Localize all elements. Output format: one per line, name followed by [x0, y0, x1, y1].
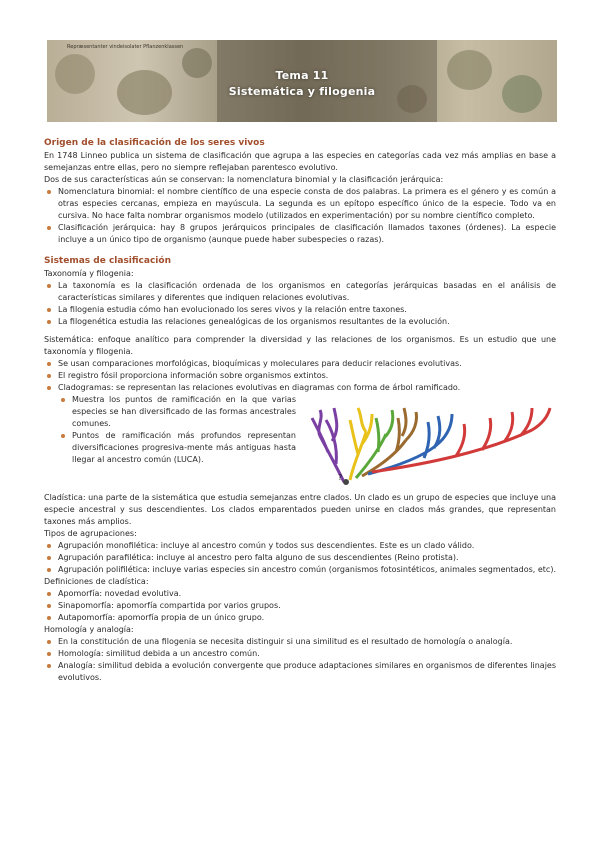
paragraph: En 1748 Linneo publica un sistema de clasificación que agrupa a las especies en categorías cada vez más amplias en base a semejanzas entre ellas, pero no siempre reflejaban parentesco evolutivo.	[44, 151, 556, 172]
list-item: Agrupación monofilética: incluye al ancestro común y todos sus descendientes. Este es un clado válido.	[44, 540, 556, 552]
tree-branch-yellow	[350, 408, 372, 480]
list-item: Analogía: similitud debida a evolución convergente que produce adaptaciones similares en organismos de diferentes linajes evolutivos.	[44, 660, 556, 684]
section-heading: Origen de la clasificación de los seres vivos	[44, 138, 265, 148]
list-item: Clasificación jerárquica: hay 8 grupos jerárquicos principales de clasificación llamados taxones (órdenes). La especie incluye a un único tipo de organismo (aunque puede haber subespecies o razas).	[44, 222, 556, 246]
ancestor-node	[343, 479, 349, 485]
bullet-list	[44, 636, 556, 684]
list-item: La filogenia estudia cómo han evolucionado los seres vivos y la relación entre taxones.	[44, 304, 556, 316]
bullet-list	[44, 588, 556, 624]
list-item: El registro fósil proporciona información sobre organismos extintos.	[44, 370, 556, 382]
list-item: En la constitución de una filogenia se necesita distinguir si una similitud es el resultado de homología o analogía.	[44, 636, 556, 648]
list-item: Cladogramas: se representan las relaciones evolutivas en diagramas con forma de árbol ramificado.	[44, 382, 556, 394]
page-title	[47, 68, 557, 100]
paragraph: Sistemática: enfoque analítico para comprender la diversidad y las relaciones de los organismos. Es un estudio que une taxonomía y filogenia.	[44, 335, 556, 356]
list-item: Puntos de ramificación más profundos representan diversificaciones progresiva-mente más antiguas hasta llegar al ancestro común (LUCA).	[44, 430, 296, 466]
ancestor-question-mark: ?	[338, 473, 343, 482]
list-item: Apomorfía: novedad evolutiva.	[44, 588, 556, 600]
list-item: Se usan comparaciones morfológicas, bioquímicas y moleculares para deducir relaciones evolutivas.	[44, 358, 556, 370]
subheading: Definiciones de cladística:	[44, 577, 149, 586]
paragraph: Dos de sus características aún se conservan: la nomenclatura binomial y la clasificación jerárquica:	[44, 175, 444, 184]
subheading: Homología y analogía:	[44, 625, 134, 634]
list-item: Nomenclatura binomial: el nombre científico de una especie consta de dos palabras. La primera es el género y es común a otras especies cercanas, empieza en mayúscula. La segunda es un epítopo específico único de la especie. Todo va en cursiva. No hace falta nombrar organismos modelo (utilizados en experimentación) por su nombre científico completo.	[44, 186, 556, 222]
sub-bullet-list	[44, 394, 296, 466]
subheading: Tipos de agrupaciones:	[44, 529, 137, 538]
list-item: Agrupación parafilética: incluye al ancestro pero falta alguno de sus descendientes (Reino protista).	[44, 552, 556, 564]
list-item: La filogenética estudia las relaciones genealógicas de los organismos resultantes de la evolución.	[44, 316, 556, 328]
list-item: La taxonomía es la clasificación ordenada de los organismos en categorías jerárquicas basadas en el análisis de características similares y diferentes que indiquen relaciones evolutivas.	[44, 280, 556, 304]
title-line-1: Tema 11	[275, 69, 329, 82]
bullet-list	[44, 358, 556, 394]
list-item: Sinapomorfía: apomorfía compartida por varios grupos.	[44, 600, 556, 612]
section-heading: Sistemas de clasificación	[44, 256, 171, 266]
bullet-list	[44, 280, 556, 328]
subheading: Taxonomía y filogenia:	[44, 269, 134, 278]
title-line-2: Sistemática y filogenia	[228, 85, 376, 98]
list-item: Agrupación polifilética: incluye varias especies sin ancestro común (organismos fotosintéticos, animales segmentados, etc).	[44, 564, 556, 576]
paragraph: Cladística: una parte de la sistemática que estudia semejanzas entre clados. Un clado es un grupo de especies que incluye una especie ancestral y sus descendientes. Los clados emparentados pueden unirse en clados más grandes, que representan taxones más amplios.	[44, 493, 556, 526]
bullet-list	[44, 540, 556, 576]
bullet-list	[44, 186, 556, 246]
header-banner	[47, 40, 557, 122]
cladogram-row	[44, 394, 556, 486]
list-item: Homología: similitud debida a un ancestro común.	[44, 648, 556, 660]
list-item: Muestra los puntos de ramificación en la que varias especies se han diversificado de las formas ancestrales comunes.	[44, 394, 296, 430]
phylogenetic-tree-illustration	[306, 396, 556, 486]
main-content	[44, 137, 556, 684]
list-item: Autapomorfía: apomorfía propia de un único grupo.	[44, 612, 556, 624]
banner-caption: Repræsentanter vindeisolater Pflanzenklassen	[67, 44, 184, 50]
tree-branch-purple	[312, 408, 344, 482]
